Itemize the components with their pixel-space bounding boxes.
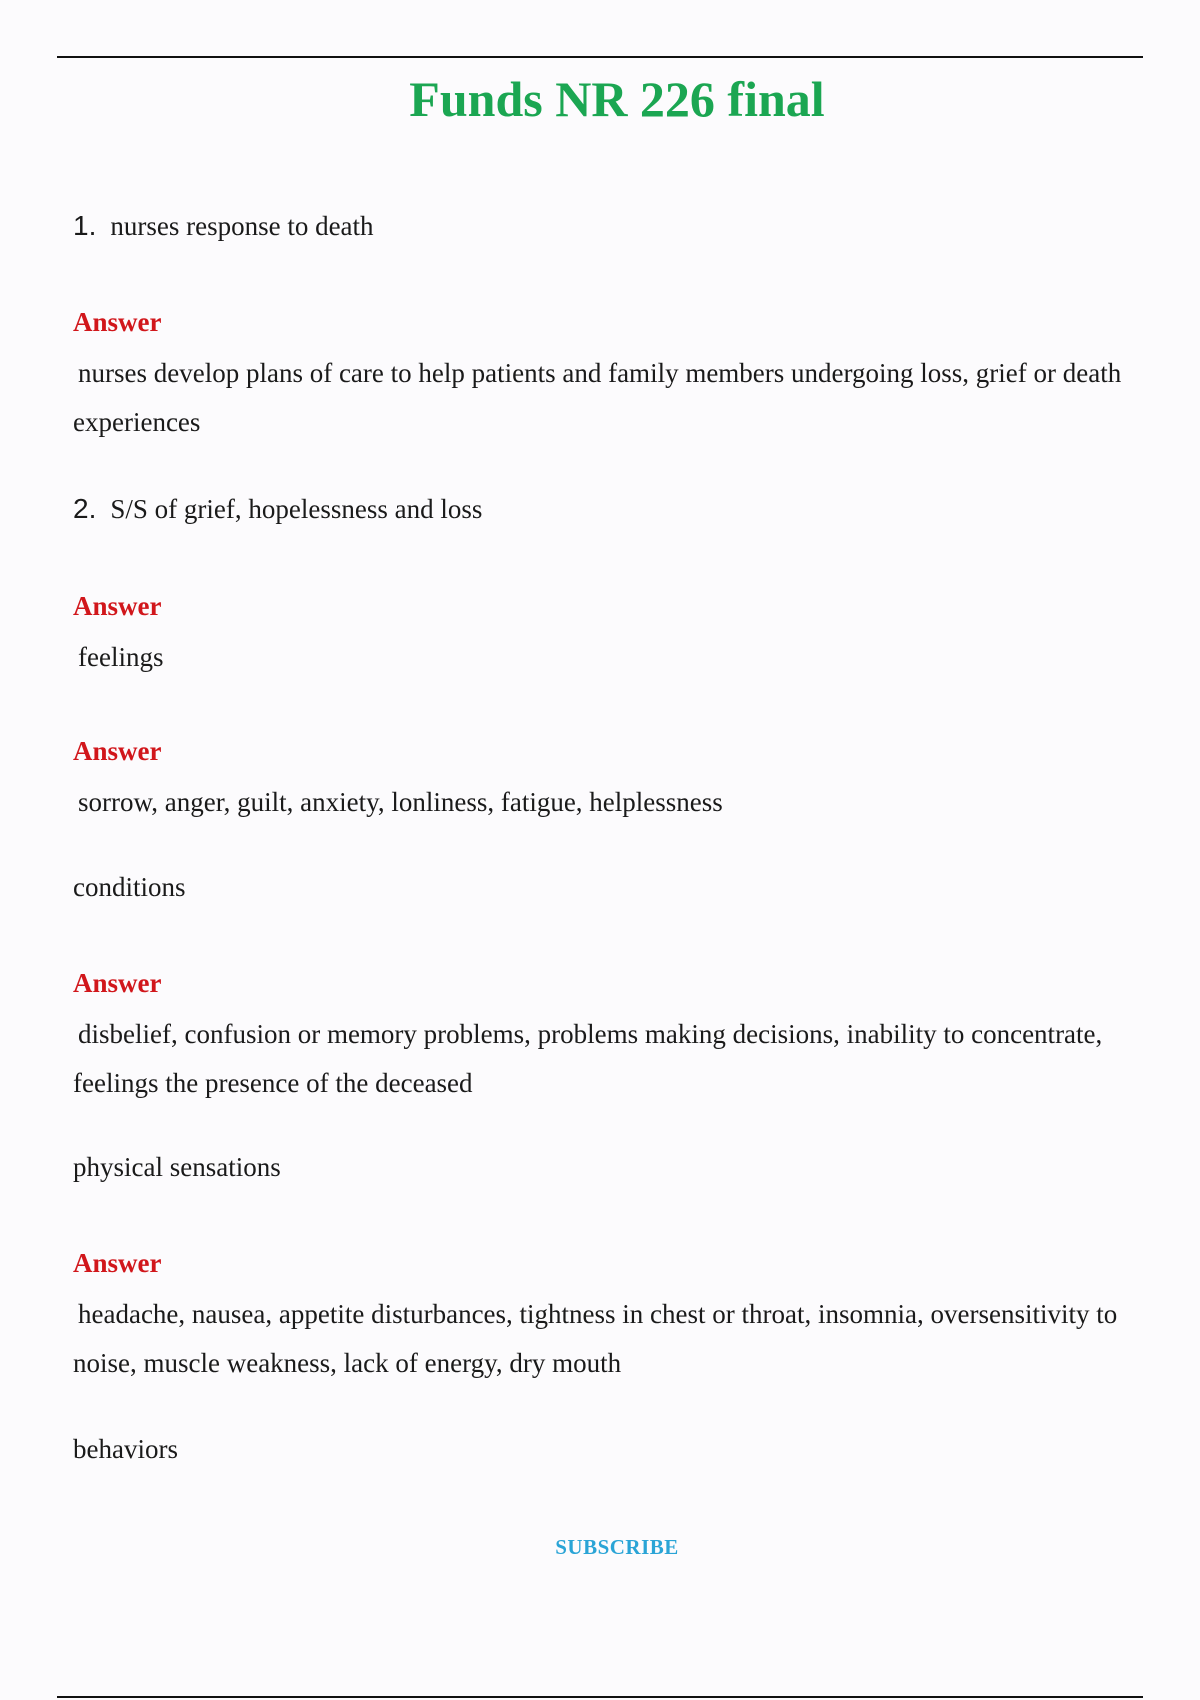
top-rule: [57, 56, 1143, 58]
question-text: nurses response to death: [110, 211, 374, 241]
document-title: Funds NR 226 final: [409, 71, 825, 127]
answer-text: headache, nausea, appetite disturbances, tightness in chest or throat, insomnia, oversensitivity to noise, muscle weakness, lack of energy, dry mouth: [73, 1299, 1118, 1378]
question-2: [73, 493, 482, 525]
answer-text: disbelief, confusion or memory problems, problems making decisions, inability to concentrate, feelings the presence of the deceased: [73, 1019, 1103, 1098]
answer-label: Answer: [73, 968, 162, 998]
answer-label: Answer: [73, 591, 162, 621]
question-1: [73, 210, 374, 242]
bottom-rule: [57, 1696, 1143, 1698]
section-heading-physical-sensations: physical sensations: [73, 1152, 281, 1182]
answer-label: Answer: [73, 736, 162, 766]
answer-text: feelings: [78, 642, 164, 672]
section-heading-behaviors: behaviors: [73, 1434, 178, 1464]
answer-text: nurses develop plans of care to help patients and family members undergoing loss, grief or death experiences: [73, 358, 1122, 437]
answer-text: sorrow, anger, guilt, anxiety, lonliness, fatigue, helplessness: [78, 787, 723, 817]
question-number: 2.: [73, 493, 97, 524]
question-text: S/S of grief, hopelessness and loss: [110, 494, 483, 524]
answer-label: Answer: [73, 307, 162, 337]
question-number: 1.: [73, 210, 97, 241]
answer-label: Answer: [73, 1248, 162, 1278]
section-heading-conditions: conditions: [73, 872, 186, 902]
subscribe-link[interactable]: SUBSCRIBE: [555, 1535, 679, 1559]
